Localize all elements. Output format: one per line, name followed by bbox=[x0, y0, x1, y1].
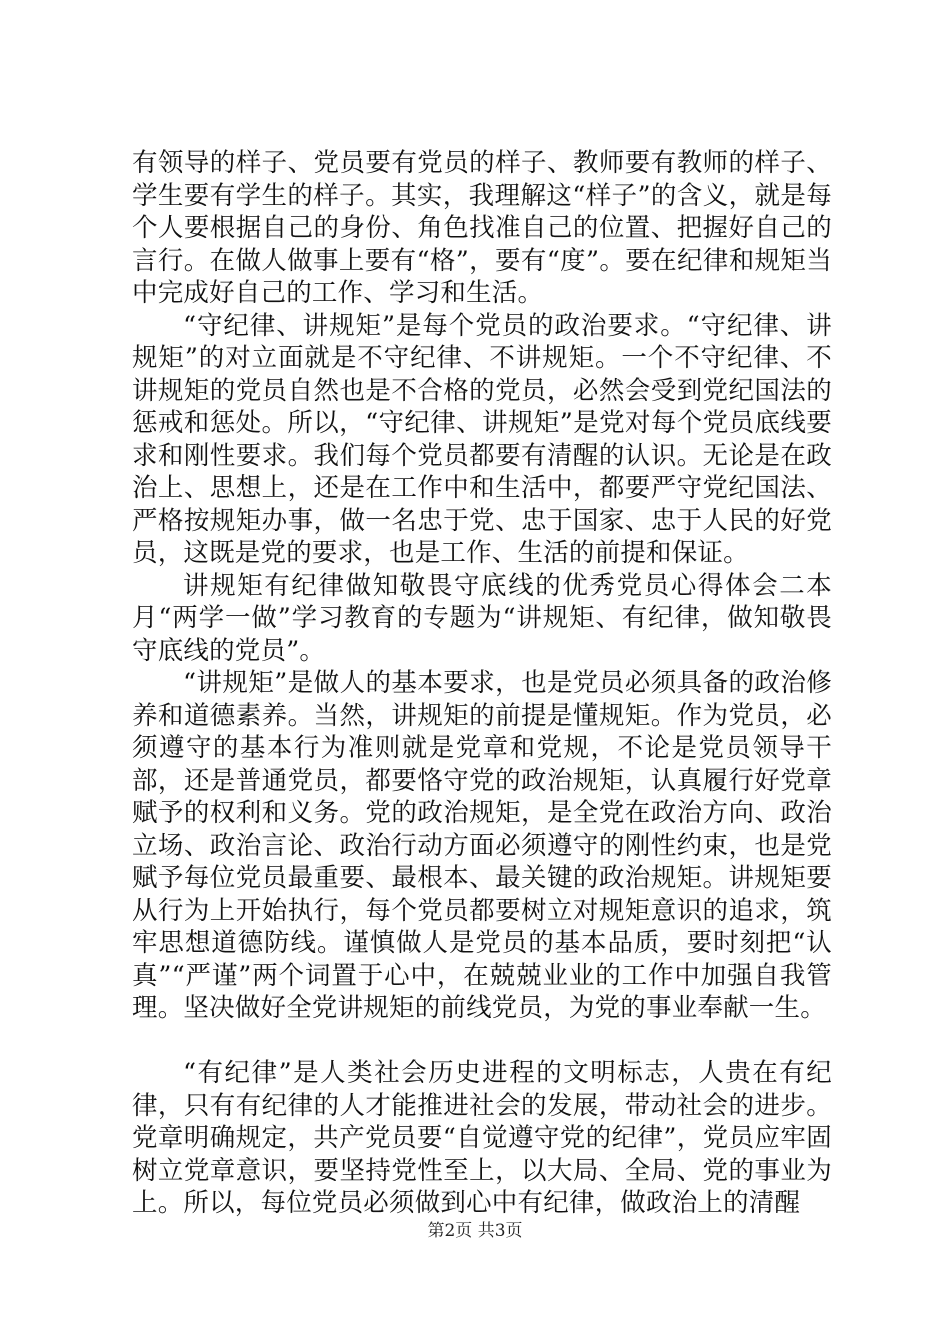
paragraph-follow-rules: “讲规矩”是做人的基本要求，也是党员必须具备的政治修养和道德素养。当然，讲规矩的前提是懂规矩。作为党员，必须遵守的基本行为准则就是党章和党规，不论是党员领导干部，还是普通党员，都要恪守党的政治规矩，认真履行好党章赋予的权利和义务。党的政治规矩，是全党在政治方向、政治立场、政治言论、政治行动方面必须遵守的刚性约束，也是党赋予每位党员最重要、最根本、最关键的政治规矩。讲规矩要从行为上开始执行，每个党员都要树立对规矩意识的追求，筑牢思想道德防线。谨慎做人是党员的基本品质，要时刻把“认真”“严谨”两个词置于心中，在兢兢业业的工作中加强自我管理。坚决做好全党讲规矩的前线党员，为党的事业奉献一生。 bbox=[132, 668, 832, 1023]
page-footer bbox=[0, 1216, 950, 1241]
paragraph-study-topic: 讲规矩有纪律做知敬畏守底线的优秀党员心得体会二本月“两学一做”学习教育的专题为“讲规矩、有纪律，做知敬畏守底线的党员”。 bbox=[132, 570, 832, 666]
paragraph-have-discipline: “有纪律”是人类社会历史进程的文明标志，人贵在有纪律，只有有纪律的人才能推进社会的发展，带动社会的进步。党章明确规定，共产党员要“自觉遵守党的纪律”，党员应牢固树立党章意识，要坚持党性至上，以大局、全局、党的事业为上。所以，每位党员必须做到心中有纪律，做政治上的清醒 bbox=[132, 1058, 832, 1218]
paragraph-continuation: 有领导的样子、党员要有党员的样子、教师要有教师的样子、学生要有学生的样子。其实，我理解这“样子”的含义，就是每个人要根据自己的身份、角色找准自己的位置、把握好自己的言行。在做人做事上要有“格”，要有“度”。要在纪律和规矩当中完成好自己的工作、学习和生活。 bbox=[132, 148, 832, 308]
page-number: 第2页 共3页 bbox=[427, 1221, 523, 1241]
document-body bbox=[132, 147, 832, 1220]
paragraph-discipline-requirement: “守纪律、讲规矩”是每个党员的政治要求。“守纪律、讲规矩”的对立面就是不守纪律、不讲规矩。一个不守纪律、不讲规矩的党员自然也是不合格的党员，必然会受到党纪国法的惩戒和惩处。所以，“守纪律、讲规矩”是党对每个党员底线要求和刚性要求。我们每个党员都要有清醒的认识。无论是在政治上、思想上，还是在工作中和生活中，都要严守党纪国法、严格按规矩办事，做一名忠于党、忠于国家、忠于人民的好党员，这既是党的要求，也是工作、生活的前提和保证。 bbox=[132, 310, 832, 568]
